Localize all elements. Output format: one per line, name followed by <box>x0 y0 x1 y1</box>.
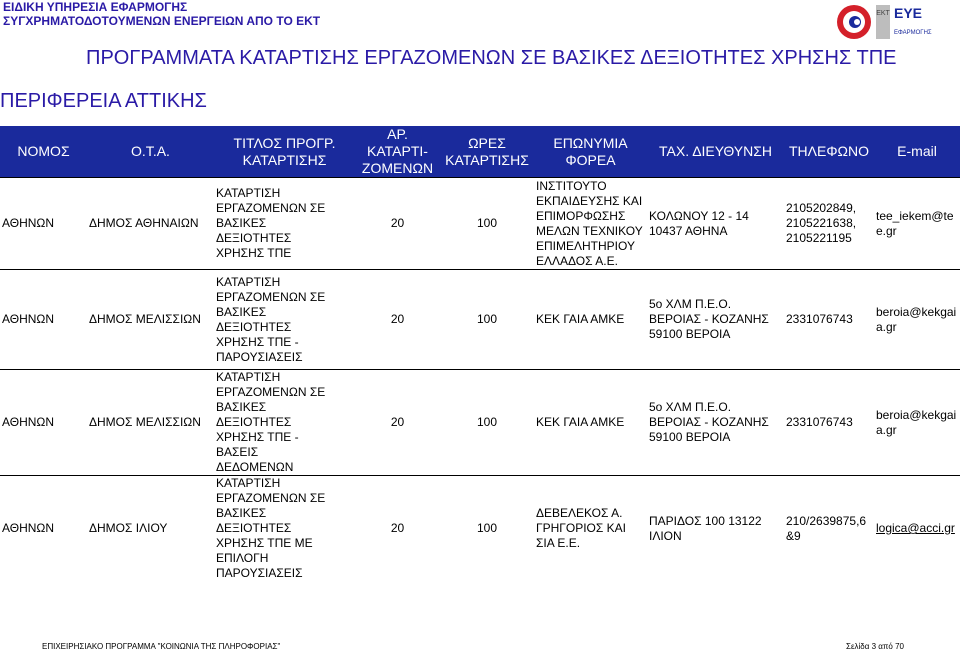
cell-phone: 210/2639875,6 &9 <box>784 476 874 582</box>
organization-header <box>3 0 320 28</box>
cell-title: ΚΑΤΑΡΤΙΣΗ ΕΡΓΑΖΟΜΕΝΩΝ ΣΕ ΒΑΣΙΚΕΣ ΔΕΞΙΟΤΗΤΕΣ ΧΡΗΣΗΣ ΤΠΕ ΜΕ ΕΠΙΛΟΓΗ ΠΑΡΟΥΣΙΑΣΕΙΣ <box>214 476 355 582</box>
programs-table <box>0 126 960 581</box>
table-row <box>0 476 960 582</box>
cell-ota: ΔΗΜΟΣ ΜΕΛΙΣΣΙΩΝ <box>87 370 214 476</box>
col-address: ΤΑΧ. ΔΙΕΥΘΥΝΣΗ <box>647 126 784 178</box>
col-phone: ΤΗΛΕΦΩΝΟ <box>784 126 874 178</box>
cell-provider: ΔΕΒΕΛΕΚΟΣ Α. ΓΡΗΓΟΡΙΟΣ ΚΑΙ ΣΙΑ Ε.Ε. <box>534 476 647 582</box>
cell-phone: 2331076743 <box>784 370 874 476</box>
region-title: ΠΕΡΙΦΕΡΕΙΑ ΑΤΤΙΚΗΣ <box>0 90 207 112</box>
org-line-1: ΕΙΔΙΚΗ ΥΠΗΡΕΣΙΑ ΕΦΑΡΜΟΓΗΣ <box>3 0 188 14</box>
table-row <box>0 270 960 370</box>
logos <box>834 2 958 42</box>
cell-hours: 100 <box>440 476 534 582</box>
cell-hours: 100 <box>440 178 534 270</box>
col-ota: Ο.Τ.Α. <box>87 126 214 178</box>
page-title: ΠΡΟΓΡΑΜΜΑΤΑ ΚΑΤΑΡΤΙΣΗΣ ΕΡΓΑΖΟΜΕΝΩΝ ΣΕ ΒΑΣΙΚΕΣ ΔΕΞΙΟΤΗΤΕΣ ΧΡΗΣΗΣ ΤΠΕ <box>86 47 897 69</box>
cell-title: ΚΑΤΑΡΤΙΣΗ ΕΡΓΑΖΟΜΕΝΩΝ ΣΕ ΒΑΣΙΚΕΣ ΔΕΞΙΟΤΗΤΕΣ ΧΡΗΣΗΣ ΤΠΕ - ΠΑΡΟΥΣΙΑΣΕΙΣ <box>214 270 355 370</box>
cell-title: ΚΑΤΑΡΤΙΣΗ ΕΡΓΑΖΟΜΕΝΩΝ ΣΕ ΒΑΣΙΚΕΣ ΔΕΞΙΟΤΗΤΕΣ ΧΡΗΣΗΣ ΤΠΕ - ΒΑΣΕΙΣ ΔΕΔΟΜΕΝΩΝ <box>214 370 355 476</box>
col-title: ΤΙΤΛΟΣ ΠΡΟΓΡ. ΚΑΤΑΡΤΙΣΗΣ <box>214 126 355 178</box>
cell-hours: 100 <box>440 370 534 476</box>
eye-logo-icon <box>894 5 932 36</box>
col-nomos: ΝΟΜΟΣ <box>0 126 87 178</box>
footer-program: ΕΠΙΧΕΙΡΗΣΙΑΚΟ ΠΡΟΓΡΑΜΜΑ "ΚΟΙΝΩΝΙΑ ΤΗΣ ΠΛΗΡΟΦΟΡΙΑΣ" <box>42 642 281 651</box>
cell-ota: ΔΗΜΟΣ ΜΕΛΙΣΣΙΩΝ <box>87 270 214 370</box>
cell-trainees: 20 <box>355 476 440 582</box>
cell-ota: ΔΗΜΟΣ ΑΘΗΝΑΙΩΝ <box>87 178 214 270</box>
cell-trainees: 20 <box>355 178 440 270</box>
ekt-logo-text: ΕΚΤ <box>876 10 890 17</box>
cell-trainees: 20 <box>355 370 440 476</box>
eye-logo-text: ΕΥΕ <box>894 5 923 21</box>
cell-address: 5ο ΧΛΜ Π.Ε.Ο. ΒΕΡΟΙΑΣ - ΚΟΖΑΝΗΣ 59100 ΒΕΡΟΙΑ <box>647 270 784 370</box>
cell-provider: ΙΝΣΤΙΤΟΥΤΟ ΕΚΠΑΙΔΕΥΣΗΣ ΚΑΙ ΕΠΙΜΟΡΦΩΣΗΣ ΜΕΛΩΝ ΤΕΧΝΙΚΟΥ ΕΠΙΜΕΛΗΤΗΡΙΟΥ ΕΛΛΑΔΟΣ Α.Ε. <box>534 178 647 270</box>
cell-address: 5ο ΧΛΜ Π.Ε.Ο. ΒΕΡΟΙΑΣ - ΚΟΖΑΝΗΣ 59100 ΒΕΡΟΙΑ <box>647 370 784 476</box>
table-row <box>0 178 960 270</box>
cell-ota: ΔΗΜΟΣ ΙΛΙΟΥ <box>87 476 214 582</box>
cell-hours: 100 <box>440 270 534 370</box>
cell-email[interactable]: beroia@kekgai a.gr <box>874 370 960 476</box>
cell-phone: 2331076743 <box>784 270 874 370</box>
cell-address: ΠΑΡΙΔΟΣ 100 13122 ΙΛΙΟΝ <box>647 476 784 582</box>
table-row <box>0 370 960 476</box>
cell-email[interactable]: logica@acci.gr <box>874 476 960 582</box>
cell-nomos: ΑΘΗΝΩΝ <box>0 270 87 370</box>
cell-address: ΚΟΛΩΝΟΥ 12 - 14 10437 ΑΘΗΝΑ <box>647 178 784 270</box>
eye-logo-subtext: ΕΦΑΡΜΟΓΗΣ <box>894 30 932 36</box>
footer-page-number: Σελίδα 3 από 70 <box>846 642 904 651</box>
cell-provider: ΚΕΚ ΓΑΙΑ ΑΜΚΕ <box>534 370 647 476</box>
cell-email[interactable]: tee_iekem@te e.gr <box>874 178 960 270</box>
cell-title: ΚΑΤΑΡΤΙΣΗ ΕΡΓΑΖΟΜΕΝΩΝ ΣΕ ΒΑΣΙΚΕΣ ΔΕΞΙΟΤΗΤΕΣ ΧΡΗΣΗΣ ΤΠΕ <box>214 178 355 270</box>
table-header <box>0 126 960 178</box>
cell-email[interactable]: beroia@kekgai a.gr <box>874 270 960 370</box>
cell-phone: 2105202849, 2105221638, 2105221195 <box>784 178 874 270</box>
cell-nomos: ΑΘΗΝΩΝ <box>0 178 87 270</box>
col-provider: ΕΠΩΝΥΜΙΑ ΦΟΡΕΑ <box>534 126 647 178</box>
org-line-2: ΣΥΓΧΡΗΜΑΤΟΔΟΤΟΥΜΕΝΩΝ ΕΝΕΡΓΕΙΩΝ ΑΠΟ ΤΟ ΕΚΤ <box>3 14 321 28</box>
cell-trainees: 20 <box>355 270 440 370</box>
col-trainees: ΑΡ. ΚΑΤΑΡΤΙ- ΖΟΜΕΝΩΝ <box>355 126 440 178</box>
cell-provider: ΚΕΚ ΓΑΙΑ ΑΜΚΕ <box>534 270 647 370</box>
cell-nomos: ΑΘΗΝΩΝ <box>0 370 87 476</box>
information-society-logo-icon <box>837 5 871 39</box>
cell-nomos: ΑΘΗΝΩΝ <box>0 476 87 582</box>
col-email: E-mail <box>874 126 960 178</box>
col-hours: ΩΡΕΣ ΚΑΤΑΡΤΙΣΗΣ <box>440 126 534 178</box>
